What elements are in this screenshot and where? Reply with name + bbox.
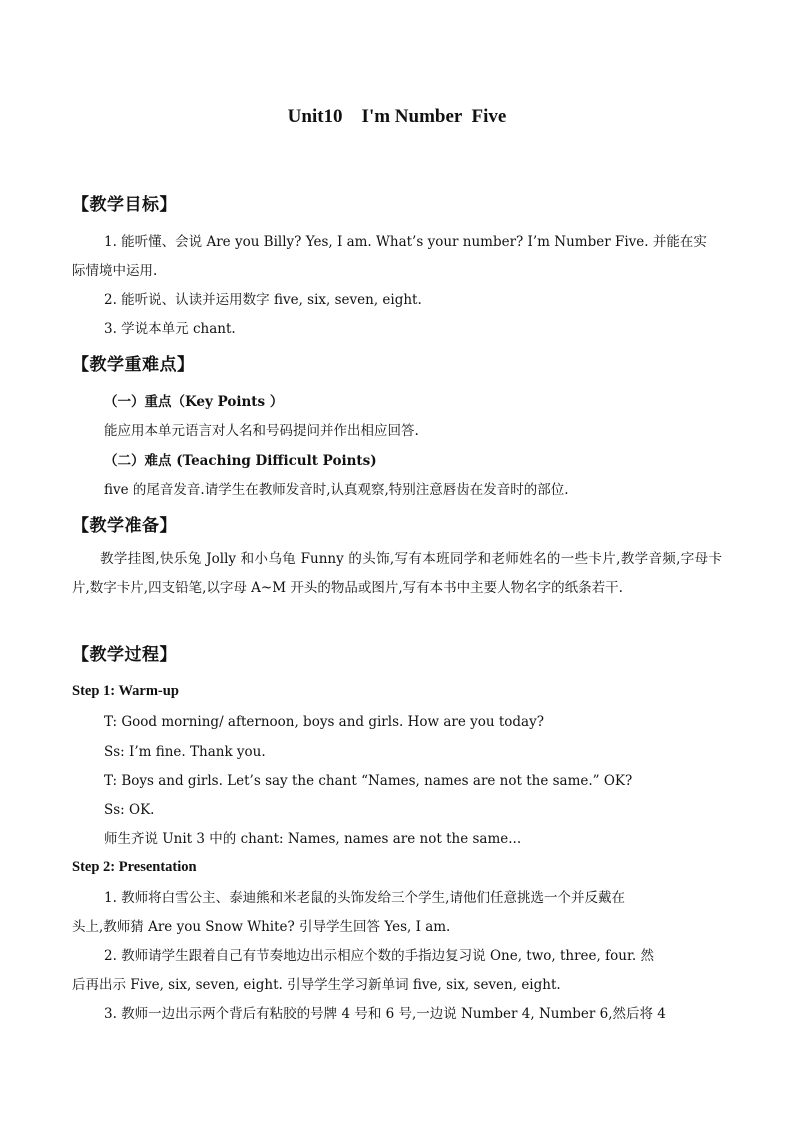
keypoints-sub1-text: 能应用本单元语言对人名和号码提问并作出相应回答. — [104, 423, 419, 439]
presentation-1a: 1. 教师将白雪公主、泰迪熊和米老鼠的头饰发给三个学生,请他们任意挑选一个并反戴在 — [104, 890, 625, 906]
presentation-1b: 头上,教师猜 Are you Snow White? 引导学生回答 Yes, I am. — [72, 919, 451, 935]
objective-2: 2. 能听说、认读并运用数字 five, six, seven, eight. — [104, 292, 422, 308]
keypoints-sub2-text: five 的尾音发音.请学生在教师发音时,认真观察,特别注意唇齿在发音时的部位. — [104, 482, 569, 498]
prep-paragraph: 教学挂图,快乐兔 Jolly 和小乌龟 Funny 的头饰,写有本班同学和老师姓名的一些卡片,教学音频,字母卡片,数字卡片,四支铅笔,以字母 A~M 开头的物品或图片,写有本书中主要人物名字的纸条若干. — [72, 551, 722, 596]
objective-1b: 际情境中运用. — [72, 263, 158, 279]
dialog-line-1: T: Good morning/ afternoon, boys and girls. How are you today? — [104, 714, 544, 730]
dialog-line-3: T: Boys and girls. Let’s say the chant “Names, names are not the same.” OK? — [104, 773, 633, 789]
presentation-2b: 后再出示 Five, six, seven, eight. 引导学生学习新单词 five, six, seven, eight. — [72, 977, 561, 993]
dialog-line-2: Ss: I’m fine. Thank you. — [104, 744, 266, 760]
step-2-heading: Step 2: Presentation — [72, 859, 197, 875]
objective-3: 3. 学说本单元 chant. — [104, 321, 236, 337]
presentation-3a: 3. 教师一边出示两个背后有粘胶的号牌 4 号和 6 号,一边说 Number 4, Number 6,然后将 4 — [104, 1006, 666, 1022]
objective-1a: 1. 能听懂、会说 Are you Billy? Yes, I am. What’s your number? I’m Number Five. 并能在实 — [104, 234, 707, 250]
step-1-heading: Step 1: Warm-up — [72, 683, 179, 699]
dialog-line-4: Ss: OK. — [104, 802, 155, 818]
heading-keypoints: 【教学重难点】 — [72, 355, 195, 375]
keypoints-sub1: （一）重点（Key Points ） — [104, 394, 284, 410]
presentation-2a: 2. 教师请学生跟着自己有节奏地边出示相应个数的手指边复习说 One, two, three, four. 然 — [104, 948, 654, 964]
dialog-line-5: 师生齐说 Unit 3 中的 chant: Names, names are not the same... — [104, 831, 522, 847]
heading-prep: 【教学准备】 — [72, 516, 177, 536]
page-title: Unit10 I'm Number Five — [287, 106, 507, 127]
keypoints-sub2: （二）难点 (Teaching Difficult Points) — [104, 453, 377, 469]
heading-objectives: 【教学目标】 — [72, 195, 177, 215]
heading-process: 【教学过程】 — [72, 645, 177, 665]
